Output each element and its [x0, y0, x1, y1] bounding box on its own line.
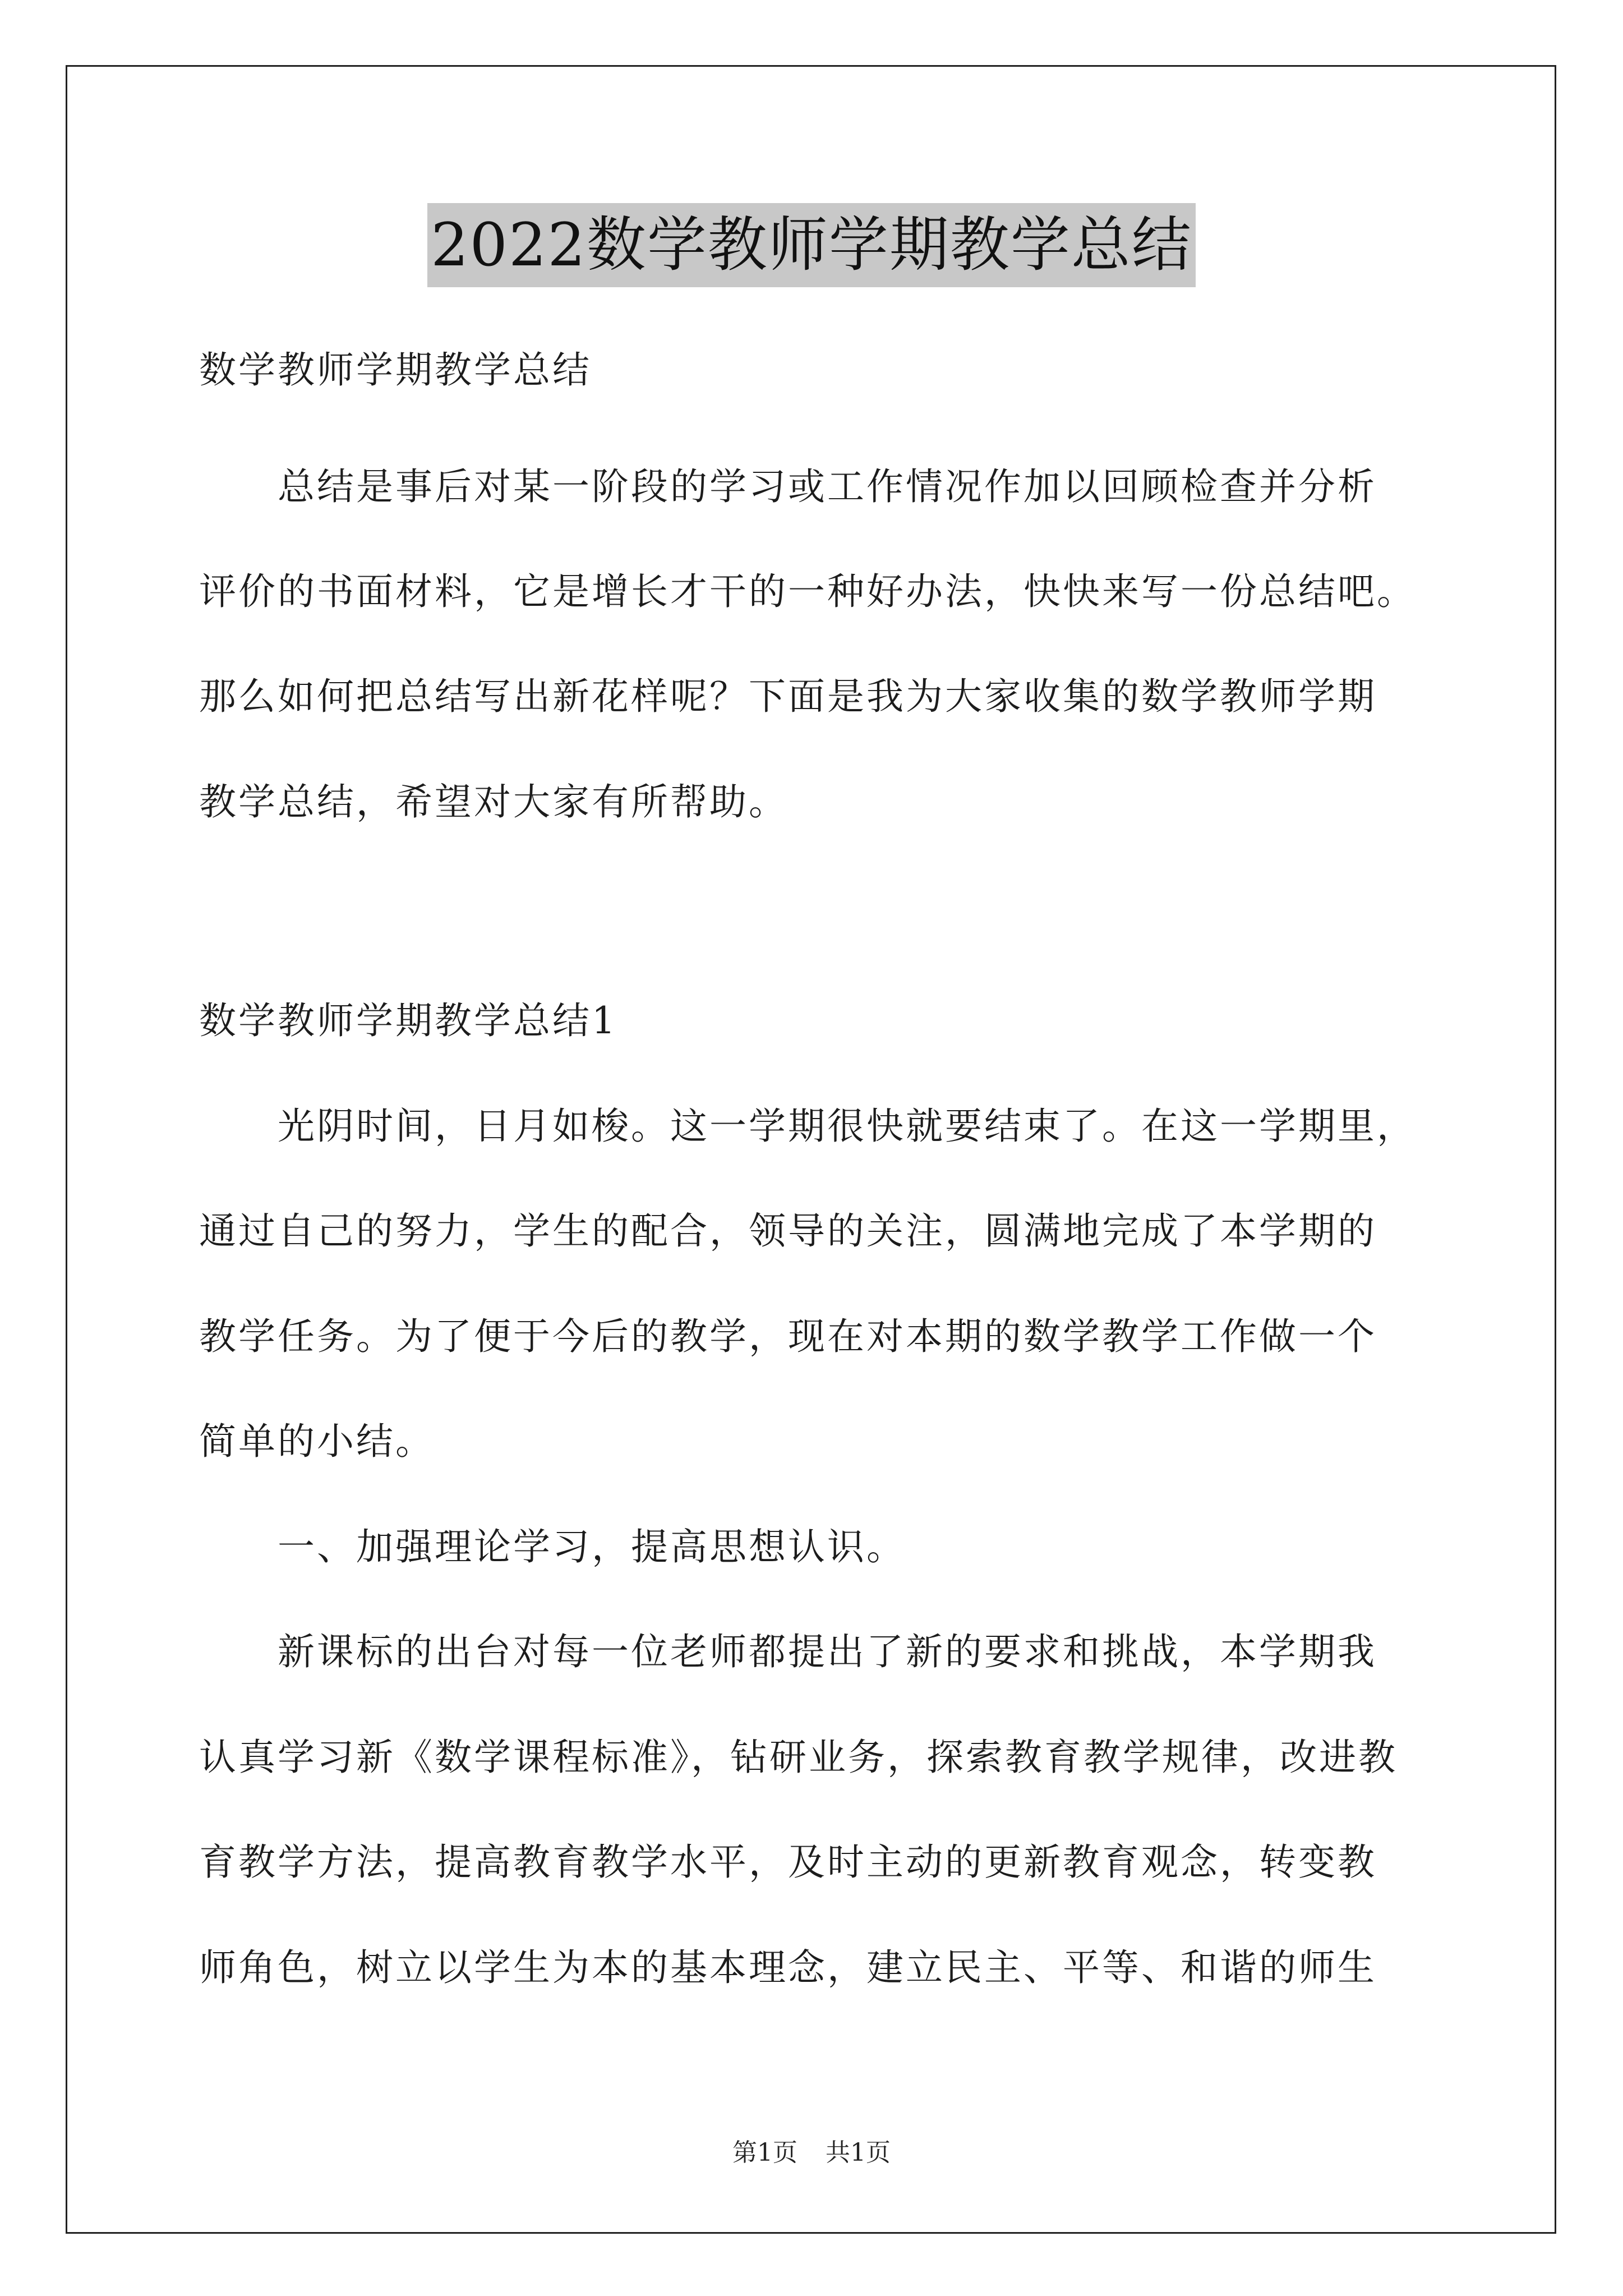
- page-total: 共1页: [826, 2138, 891, 2167]
- document-title: 2022数学教师学期教学总结: [427, 203, 1196, 287]
- section-heading: 数学教师学期教学总结1: [199, 999, 617, 1042]
- page-footer: [0, 2136, 1623, 2170]
- paragraph-line: 育教学方法，提高教育教学水平，及时主动的更新教育观念，转变教: [199, 1841, 1377, 1884]
- paragraph-line: 师角色，树立以学生为本的基本理念，建立民主、平等、和谐的师生: [199, 1946, 1377, 1989]
- page-number: 第1页: [732, 2138, 797, 2167]
- paragraph-line: 新课标的出台对每一位老师都提出了新的要求和挑战，本学期我: [199, 1630, 1377, 1673]
- title-block: [0, 203, 1623, 287]
- paragraph-line: 光阴时间，日月如梭。这一学期很快就要结束了。在这一学期里，: [199, 1105, 1416, 1148]
- paragraph-line: 那么如何把总结写出新花样呢？下面是我为大家收集的数学教师学期: [199, 675, 1377, 718]
- paragraph-line: 简单的小结。: [199, 1420, 435, 1463]
- subheading-line: 一、加强理论学习，提高思想认识。: [199, 1525, 906, 1568]
- paragraph-line: 评价的书面材料，它是增长才干的一种好办法，快快来写一份总结吧。: [199, 570, 1416, 613]
- paragraph-line: 通过自己的努力，学生的配合，领导的关注，圆满地完成了本学期的: [199, 1209, 1377, 1253]
- paragraph-line: 认真学习新《数学课程标准》，钻研业务，探索教育教学规律，改进教: [199, 1736, 1398, 1779]
- paragraph-line: 总结是事后对某一阶段的学习或工作情况作加以回顾检查并分析: [199, 465, 1377, 508]
- paragraph-line: 教学总结，希望对大家有所帮助。: [199, 780, 788, 823]
- section-heading: 数学教师学期教学总结: [199, 348, 592, 392]
- paragraph-line: 教学任务。为了便于今后的教学，现在对本期的数学教学工作做一个: [199, 1315, 1377, 1358]
